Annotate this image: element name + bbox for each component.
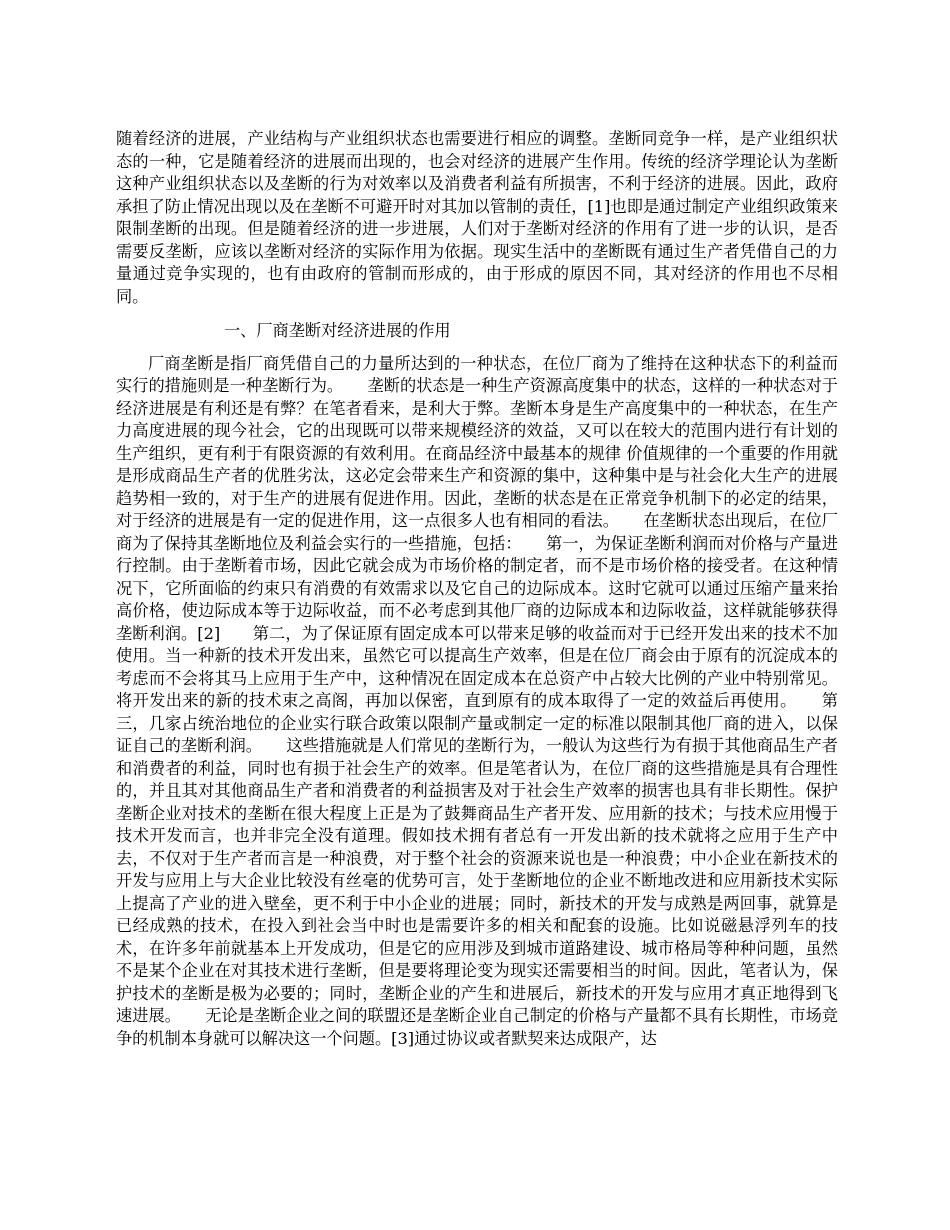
body-paragraph: 厂商垄断是指厂商凭借自己的力量所达到的一种状态，在位厂商为了维持在这种状态下的利益而实行的措施则是一种垄断行为。 垄断的状态是一种生产资源高度集中的状态，这样的一种状态对于经济进展是有利还是有弊？在笔者看来，是利大于弊。垄断本身是生产高度集中的一种状态，在生产力高度进展的现今社会，它的出现既可以带来规模经济的效益，又可以在较大的范围内进行有计划的生产组织，更有利于有限资源的有效利用。在商品经济中最基本的规律 价值规律的一个重要的作用就是形成商品生产者的优胜劣汰，这必定会带来生产和资源的集中，这种集中是与社会化大生产的进展趋势相一致的，对于生产的进展有促进作用。因此，垄断的状态是在正常竞争机制下的必定的结果，对于经济的进展是有一定的促进作用，这一点很多人也有相同的看法。 在垄断状态出现后，在位厂商为了保持其垄断地位及利益会实行的一些措施，包括： 第一，为保证垄断利润而对价格与产量进行控制。由于垄断着市场，因此它就会成为市场价格的制定者，而不是市场价格的接受者。在这种情况下，它所面临的约束只有消费的有效需求以及它自己的边际成本。这时它就可以通过压缩产量来抬高价格，使边际成本等于边际收益，而不必考虑到其他厂商的边际成本和边际收益，这样就能够获得垄断利润。[2] 第二，为了保证原有固定成本可以带来足够的收益而对于已经开发出来的技术不加使用。当一种新的技术开发出来，虽然它可以提高生产效率，但是在位厂商会由于原有的沉淀成本的考虑而不会将其马上应用于生产中，这种情况在固定成本在总资产中占较大比例的产业中特别常见。将开发出来的新的技术束之高阁，再加以保密，直到原有的成本取得了一定的效益后再使用。 第三，几家占统治地位的企业实行联合政策以限制产量或制定一定的标准以限制其他厂商的进入，以保证自己的垄断利润。 这些措施就是人们常见的垄断行为，一般认为这些行为有损于其他商品生产者和消费者的利益，同时也有损于社会生产的效率。但是笔者认为，在位厂商的这些措施是具有合理性的，并且其对其他商品生产者和消费者的利益损害及对于社会生产效率的损害也具有非长期性。保护垄断企业对技术的垄断在很大程度上正是为了鼓舞商品生产者开发、应用新的技术；与技术应用慢于技术开发而言，也并非完全没有道理。假如技术拥有者总有一开发出新的技术就将之应用于生产中去，不仅对于生产者而言是一种浪费，对于整个社会的资源来说也是一种浪费；中小企业在新技术的开发与应用上与大企业比较没有丝毫的优势可言，处于垄断地位的企业不断地改进和应用新技术实际上提高了产业的进入壁垒，更不利于中小企业的进展；同时，新技术的开发与成熟是两回事，就算是已经成熟的技术，在投入到社会当中时也是需要许多的相关和配套的设施。比如说磁悬浮列车的技术，在许多年前就基本上开发成功，但是它的应用涉及到城市道路建设、城市格局等种种问题，虽然不是某个企业在对其技术进行垄断，但是要将理论变为现实还需要相当的时间。因此，笔者认为，保护技术的垄断是极为必要的；同时，垄断企业的产生和进展后，新技术的开发与应用才真正地得到飞速进展。 无论是垄断企业之间的联盟还是垄断企业自己制定的价格与产量都不具有长期性，市场竞争的机制本身就可以解决这一个问题。[3]通过协议或者默契来达成限产，达 xyxy=(116,353,838,1048)
document-body xyxy=(116,128,838,1050)
section-heading: 一、厂商垄断对经济进展的作用 xyxy=(224,321,451,340)
intro-paragraph: 随着经济的进展，产业结构与产业组织状态也需要进行相应的调整。垄断同竞争一样，是产业组织状态的一种，它是随着经济的进展而出现的，也会对经济的进展产生作用。传统的经济学理论认为垄断这种产业组织状态以及垄断的行为对效率以及消费者利益有所损害，不利于经济的进展。因此，政府承担了防止情况出现以及在垄断不可避开时对其加以管制的责任，[1]也即是通过制定产业组织政策来限制垄断的出现。但是随着经济的进一步进展，人们对于垄断对经济的作用有了进一步的认识，是否需要反垄断，应该以垄断对经济的实际作用为依据。现实生活中的垄断既有通过生产者凭借自己的力量通过竞争实现的，也有由政府的管制而形成的，由于形成的原因不同，其对经济的作用也不尽相同。 xyxy=(116,129,838,306)
